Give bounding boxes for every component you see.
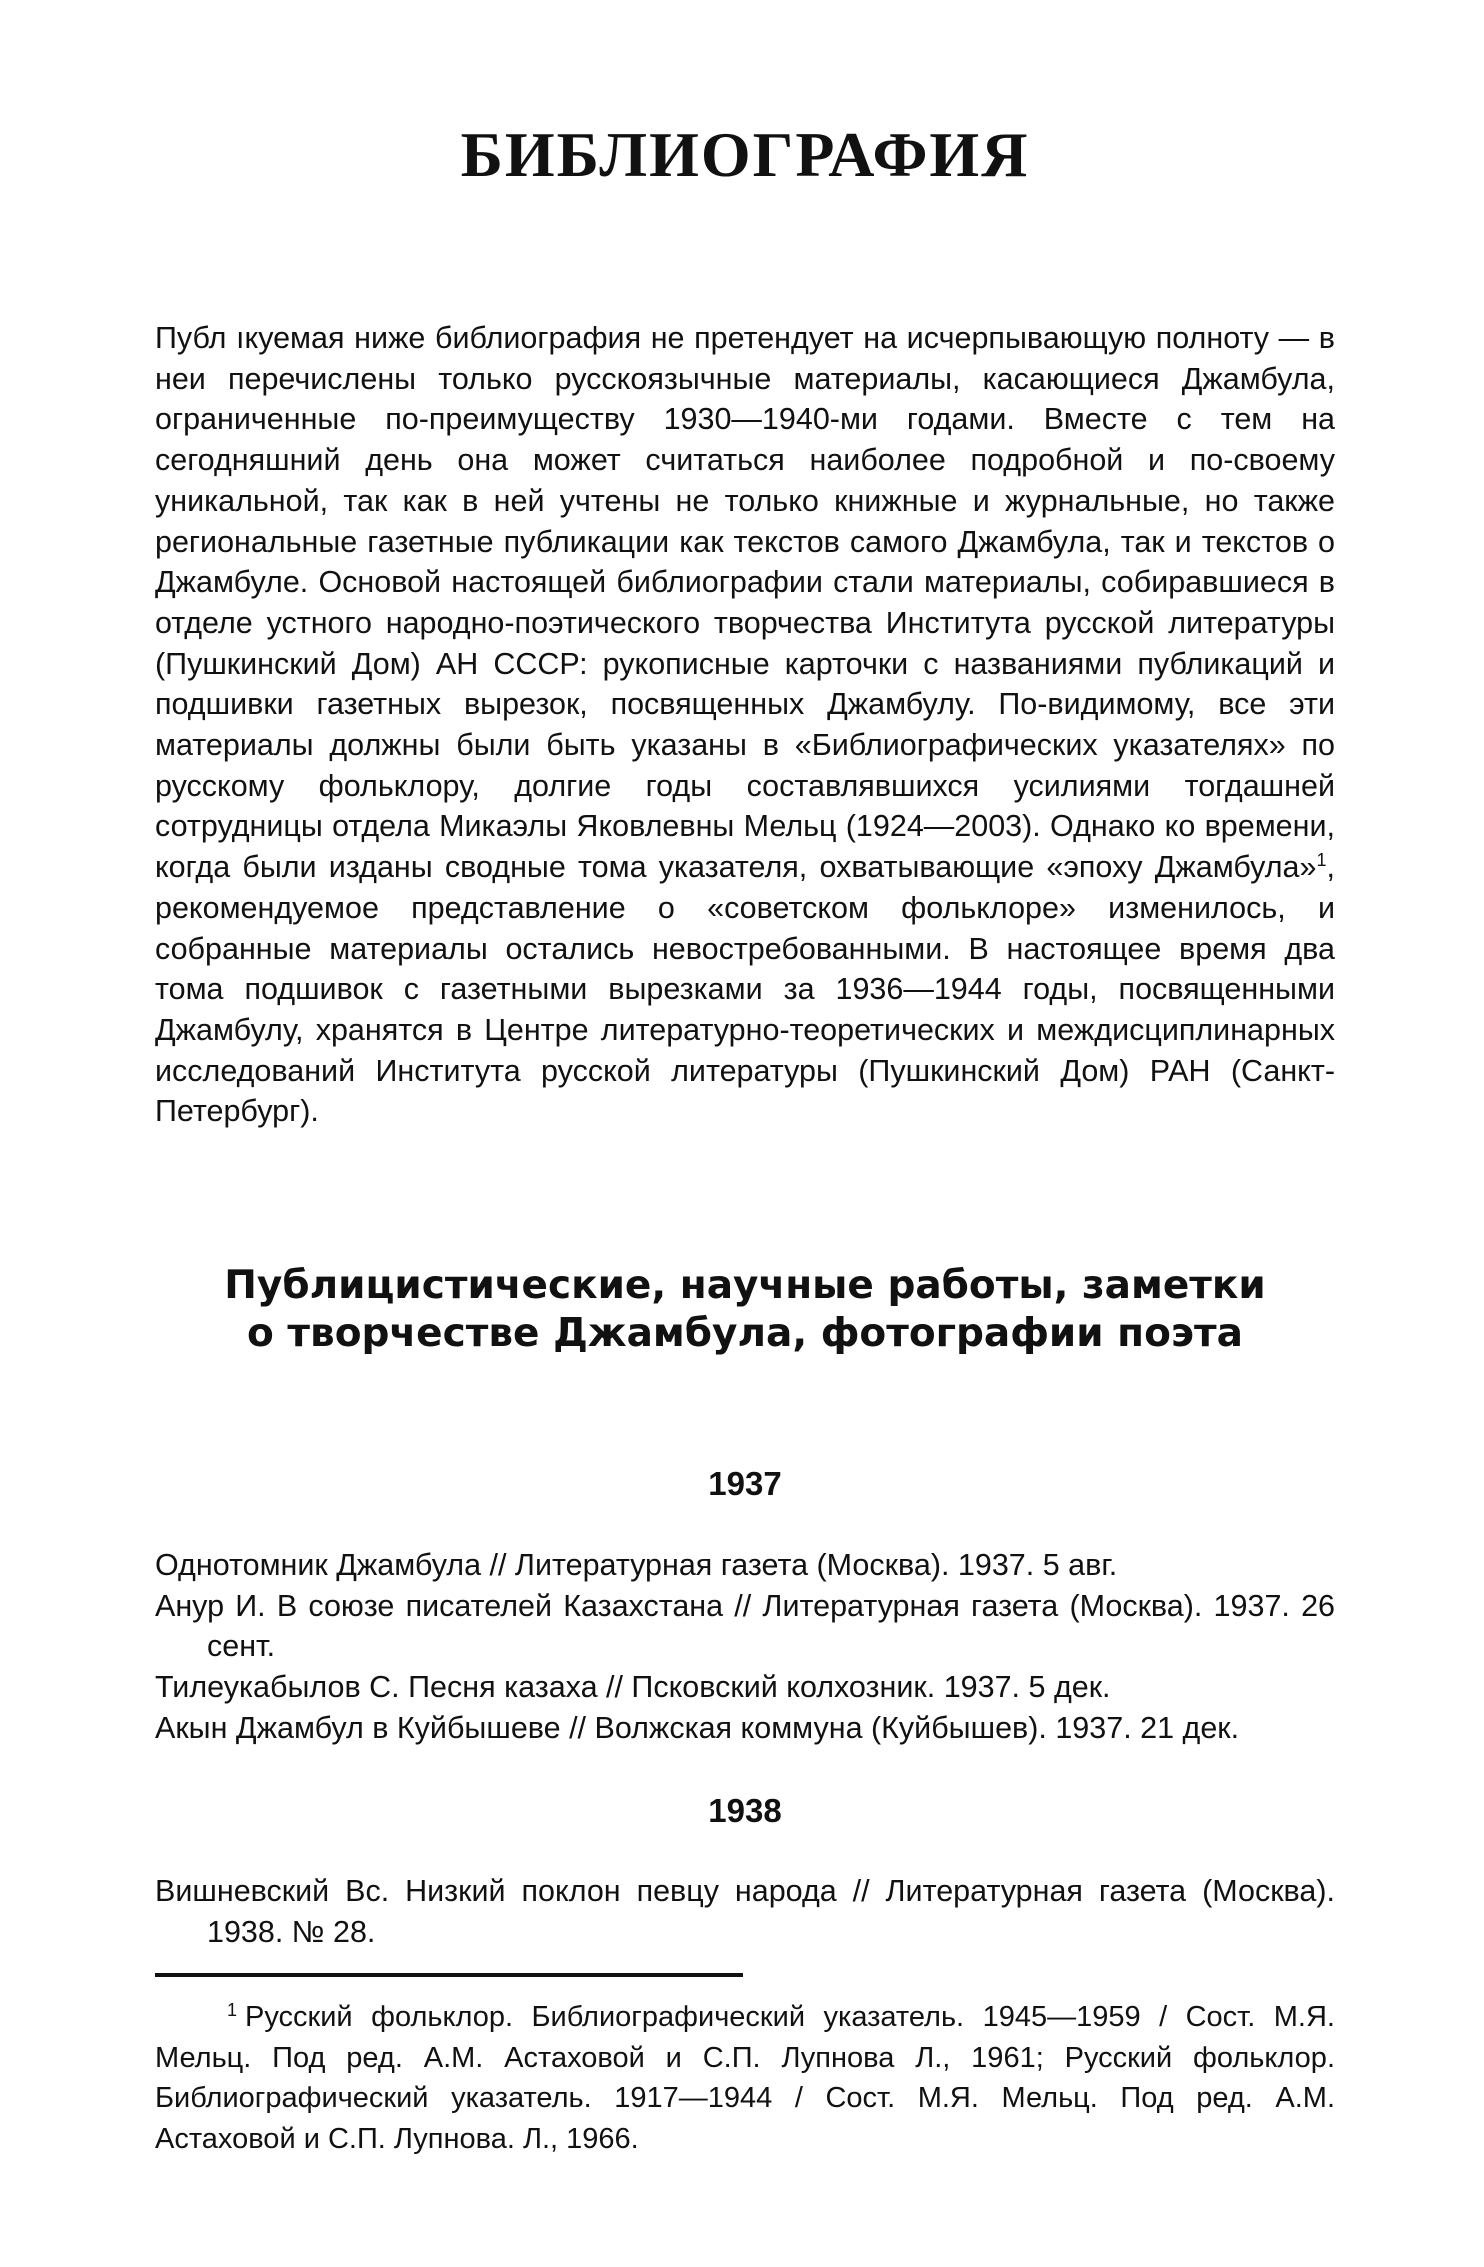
- book-page: [155, 0, 1335, 2267]
- section-heading: [155, 1262, 1335, 1358]
- footnote-mark: 1: [227, 2000, 238, 2020]
- page-title: БИБЛИОГРАФИЯ: [460, 119, 1030, 190]
- bibliography-entry: Акын Джамбул в Куйбышеве // Волжская коммуна (Куйбышев). 1937. 21 дек.: [155, 1710, 1240, 1745]
- bibliography-entry: Тилеукабылов С. Песня казаха // Псковский колхозник. 1937. 5 дек.: [155, 1670, 1111, 1705]
- year-heading-1937: 1937: [708, 1465, 782, 1502]
- bibliography-entry: Анур И. В союзе писателей Казахстана // Литературная газета (Москва). 1937. 26 сент.: [155, 1588, 1335, 1664]
- intro-paragraph: [155, 318, 1335, 1132]
- footnote-text: Русский фольклор. Библиографический указатель. 1945—1959 / Сост. М.Я. Мельц. Под ред. А.М. Астаховой и С.П. Лупнова Л., 1961; Русский фольклор. Библиографический указатель. 1917—1944 / Сост. М.Я. Мельц. Под ред. А.М. Астаховой и С.П. Лупнова. Л., 1966.: [155, 2001, 1335, 2155]
- footnote-divider: [155, 1973, 743, 1977]
- bibliography-list-1937: [155, 1545, 1335, 1749]
- year-heading-1938: 1938: [708, 1792, 782, 1829]
- bibliography-list-1938: [155, 1871, 1335, 1952]
- footnote: [155, 1990, 1335, 2159]
- bibliography-entry: Однотомник Джамбула // Литературная газета (Москва). 1937. 5 авг.: [155, 1548, 1118, 1582]
- intro-text-part-2: , рекомендуемое представление о «советском фольклоре» изменилось, и собранные материалы остались невостребованными. В настоящее время два тома подшивок с газетными вырезками за 1936—1944 годы, посвященными Джамбулу, хранятся в Центре литературно-теоретических и междисциплинарных исследований Института русской литературы (Пушкинский Дом) РАН (Санкт-Петербург).: [155, 850, 1335, 1129]
- bibliography-entry: Вишневский Вс. Низкий поклон певцу народа // Литературная газета (Москва). 1938. № 28.: [155, 1874, 1335, 1949]
- section-heading-line-2: о творчестве Джамбула, фотографии поэта: [247, 1311, 1243, 1356]
- section-heading-line-1: Публицистические, научные работы, заметки: [224, 1263, 1266, 1308]
- footnote-reference: 1: [1316, 849, 1327, 870]
- intro-text-part-1: Публ ıкуемая ниже библиография не претендует на исчерпывающую полноту — в неи перечислены только русскоязычные материалы, касающиеся Джамбула, ограниченные по-преимуществу 1930—1940-ми годами. Вместе с тем на сегодняшний день она может считаться наиболее подробной и по-своему уникальной, так как в ней учтены не только книжные и журнальные, но также региональные газетные публикации как текстов самого Джамбула, так и текстов о Джамбуле. Основой настоящей библиографии стали материалы, собиравшиеся в отделе устного народно-поэтического творчества Института русской литературы (Пушкинский Дом) АН СССР: рукописные карточки с названиями публикаций и подшивки газетных вырезок, посвященных Джамбулу. По-видимому, все эти материалы должны были быть указаны в «Библиографических указателях» по русскому фольклору, долгие годы составлявшихся усилиями тогдашней сотрудницы отдела Микаэлы Яковлевны Мельц (1924—2003). Однако ко времени, когда были изданы сводные тома указателя, охватывающие «эпоху Джамбула»: [155, 321, 1335, 885]
